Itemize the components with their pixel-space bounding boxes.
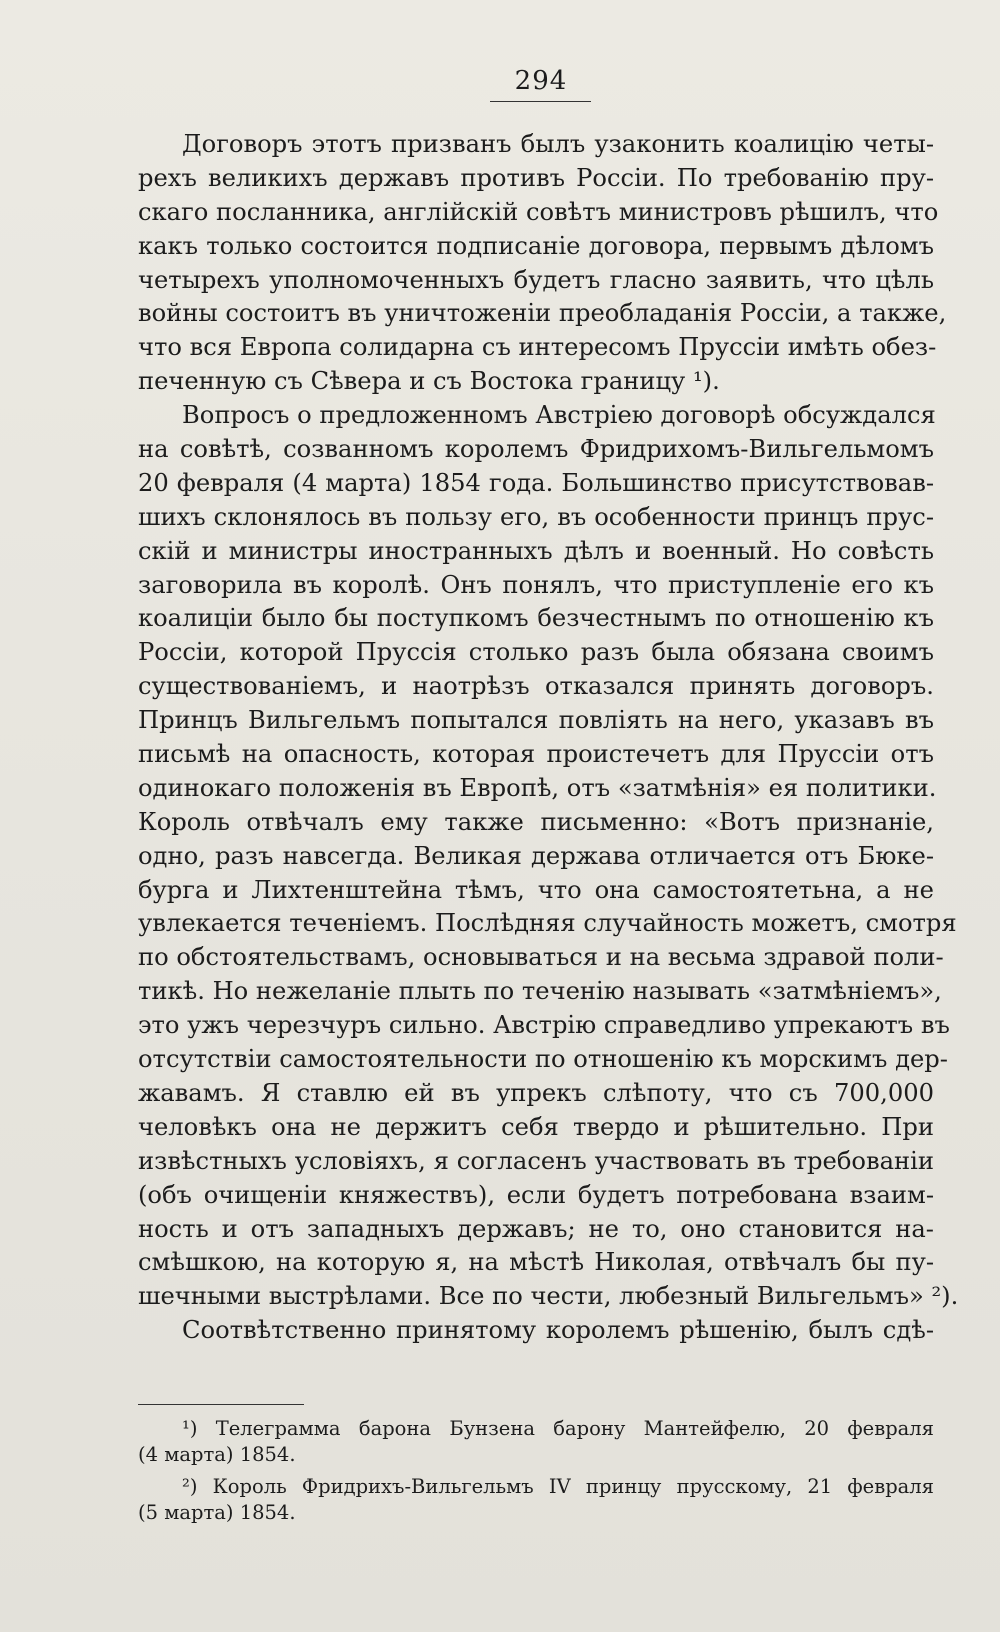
text-line: войны состоитъ въ уничтоженіи преобладанія Россіи, а также,: [138, 299, 947, 328]
text-line: шихъ склонялось въ пользу его, въ особенности принцъ прус-: [138, 502, 934, 531]
text-line: скій и министры иностранныхъ дѣлъ и военный. Но совѣсть: [138, 536, 934, 565]
text-line: что вся Европа солидарна съ интересомъ Пруссіи имѣть обез-: [138, 333, 937, 362]
text-line: это ужъ черезчуръ сильно. Австрію справедливо упрекаютъ въ: [138, 1011, 950, 1040]
text-line: Вопросъ о предложенномъ Австріею договорѣ обсуждался: [182, 401, 936, 430]
footnote-line: ¹) Телеграмма барона Бунзена барону Мантейфелю, 20 февраля: [182, 1417, 934, 1440]
footnote-line: (4 марта) 1854.: [138, 1443, 296, 1466]
page-number-rule: [490, 101, 591, 102]
text-line: ность и отъ западныхъ державъ; не то, оно становится на-: [138, 1214, 934, 1243]
text-line: скаго посланника, англійскій совѣтъ министровъ рѣшилъ, что: [138, 197, 939, 226]
footnote: [138, 1416, 934, 1468]
text-line: существованіемъ, и наотрѣзъ отказался принять договоръ.: [138, 672, 934, 701]
text-line: рехъ великихъ державъ противъ Россіи. По требованію пру-: [138, 163, 934, 192]
text-line: заговорила въ королѣ. Онъ понялъ, что приступленіе его къ: [138, 570, 934, 599]
text-line: письмѣ на опасность, которая проистечетъ для Пруссіи отъ: [138, 740, 934, 769]
paragraph: [138, 128, 947, 399]
paragraph: [138, 399, 959, 1314]
text-line: печенную съ Сѣвера и съ Востока границу ¹).: [138, 367, 720, 396]
text-line: шечными выстрѣлами. Все по чести, любезный Вильгельмъ» ²).: [138, 1282, 959, 1311]
footnote-line: (5 марта) 1854.: [138, 1501, 296, 1524]
paragraph: [138, 1314, 934, 1348]
page-number: 294: [514, 66, 568, 96]
text-line: человѣкъ она не держитъ себя твердо и рѣшительно. При: [138, 1112, 934, 1141]
text-line: (объ очищеніи княжествъ), если будетъ потребована взаим-: [138, 1180, 934, 1209]
text-line: смѣшкою, на которую я, на мѣстѣ Николая, отвѣчалъ бы пу-: [138, 1248, 934, 1277]
footnotes: [138, 1416, 934, 1526]
footnote-rule: [138, 1404, 304, 1405]
footnote: [138, 1474, 934, 1526]
text-line: одно, разъ навсегда. Великая держава отличается отъ Бюке-: [138, 841, 934, 870]
text-line: жавамъ. Я ставлю ей въ упрекъ слѣпоту, что съ 700,000: [138, 1078, 934, 1107]
text-line: увлекается теченіемъ. Послѣдняя случайность можетъ, смотря: [138, 909, 957, 938]
text-line: одинокаго положенія въ Европѣ, отъ «затмѣнія» ея политики.: [138, 773, 937, 802]
text-line: коалиціи было бы поступкомъ безчестнымъ по отношенію къ: [138, 604, 934, 633]
text-line: 20 февраля (4 марта) 1854 года. Большинство присутствовав-: [138, 468, 934, 497]
text-line: Король отвѣчалъ ему также письменно: «Вотъ признаніе,: [138, 807, 934, 836]
text-line: Россіи, которой Пруссія столько разъ была обязана своимъ: [138, 638, 934, 667]
text-line: по обстоятельствамъ, основываться и на весьма здравой поли-: [138, 943, 944, 972]
text-line: на совѣтѣ, созванномъ королемъ Фридрихомъ-Вильгельмомъ: [138, 435, 934, 464]
text-line: отсутствіи самостоятельности по отношенію къ морскимъ дер-: [138, 1045, 948, 1074]
body-text: [138, 128, 959, 1348]
text-line: Соотвѣтственно принятому королемъ рѣшенію, былъ сдѣ-: [182, 1316, 934, 1345]
text-line: тикѣ. Но нежеланіе плыть по теченію называть «затмѣніемъ»,: [138, 977, 942, 1006]
text-line: бурга и Лихтенштейна тѣмъ, что она самостоятетьна, а не: [138, 875, 934, 904]
text-line: четырехъ уполномоченныхъ будетъ гласно заявить, что цѣль: [138, 265, 934, 294]
text-line: Принцъ Вильгельмъ попытался повліять на него, указавъ въ: [138, 706, 934, 735]
text-line: Договоръ этотъ призванъ былъ узаконить коалицію четы-: [182, 130, 934, 158]
text-line: извѣстныхъ условіяхъ, я согласенъ участвовать въ требованіи: [138, 1146, 934, 1175]
text-line: какъ только состоится подписаніе договора, первымъ дѣломъ: [138, 231, 934, 260]
footnote-line: ²) Король Фридрихъ-Вильгельмъ IV принцу прусскому, 21 февраля: [182, 1475, 934, 1498]
